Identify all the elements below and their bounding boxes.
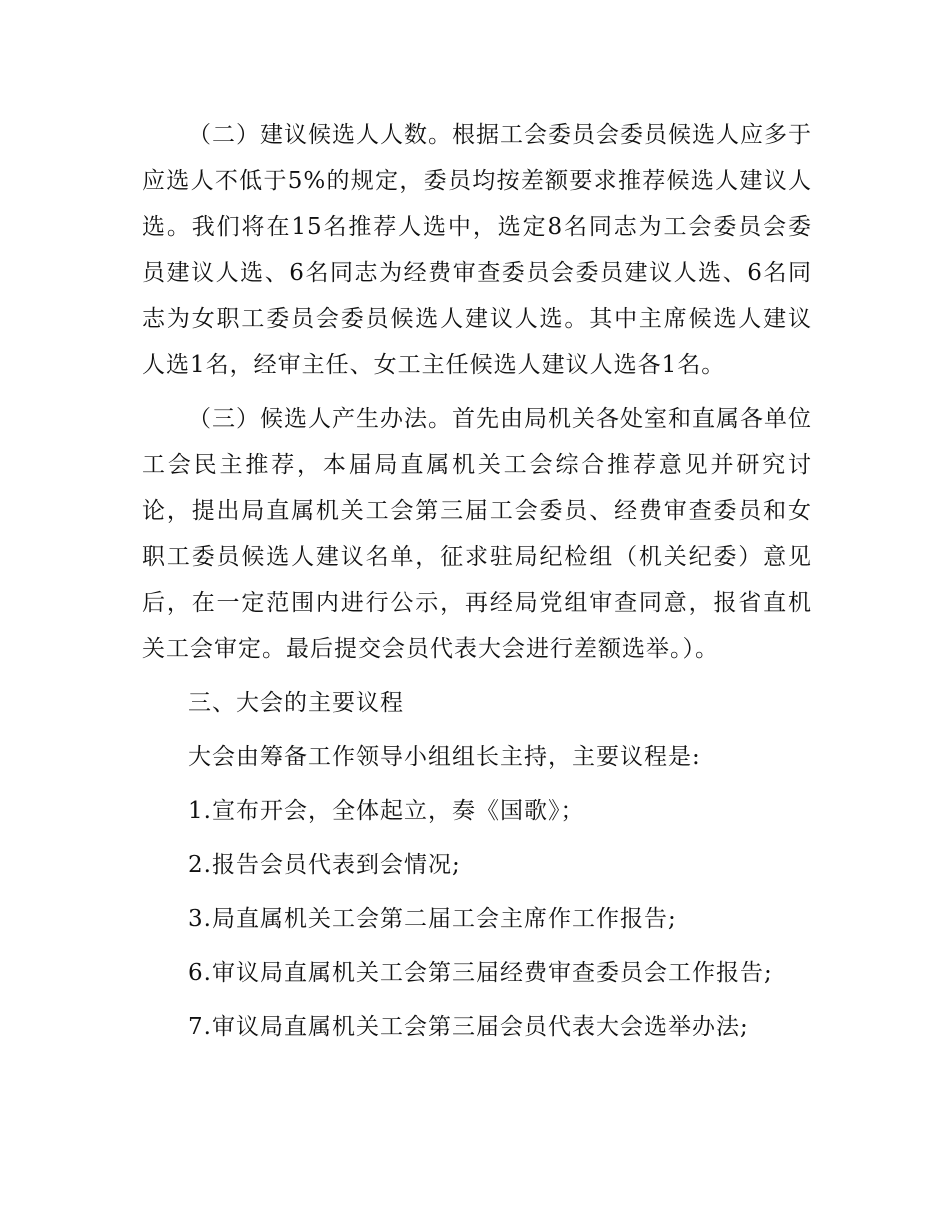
agenda-item-2: 2.报告会员代表到会情况; [188,852,461,878]
agenda-item-1: 1.宣布开会，全体起立，奏《国歌》； [188,798,585,824]
section-heading: 三、大会的主要议程 [188,690,404,716]
document-body [142,112,812,1054]
paragraph-candidate-count: （二）建议候选人人数。根据工会委员会委员候选人应多于应选人不低于5%的规定，委员均按差额要求推荐候选人建议人选。我们将在15名推荐人选中，选定8名同志为工会委员会委员建议人选、6名同志为经费审查委员会委员建议人选、6名同志为女职工委员会委员候选人建议人选。其中主席候选人建议人选1名，经审主任、女工主任候选人建议人选各1名。 [142,122,812,378]
paragraph-candidate-method: （三）候选人产生办法。首先由局机关各处室和直属各单位工会民主推荐，本届局直属机关工会综合推荐意见并研究讨论，提出局直属机关工会第三届工会委员、经费审查委员和女职工委员候选人建议名单，征求驻局纪检组（机关纪委）意见后，在一定范围内进行公示，再经局党组审查同意，报省直机关工会审定。最后提交会员代表大会进行差额选举。）。 [142,406,812,662]
agenda-item-7: 7.审议局直属机关工会第三届会员代表大会选举办法; [188,1014,749,1040]
agenda-item-6: 6.审议局直属机关工会第三届经费审查委员会工作报告; [188,960,773,986]
agenda-item-3: 3.局直属机关工会第二届工会主席作工作报告; [188,906,677,932]
agenda-intro: 大会由筹备工作领导小组组长主持，主要议程是: [188,744,701,770]
